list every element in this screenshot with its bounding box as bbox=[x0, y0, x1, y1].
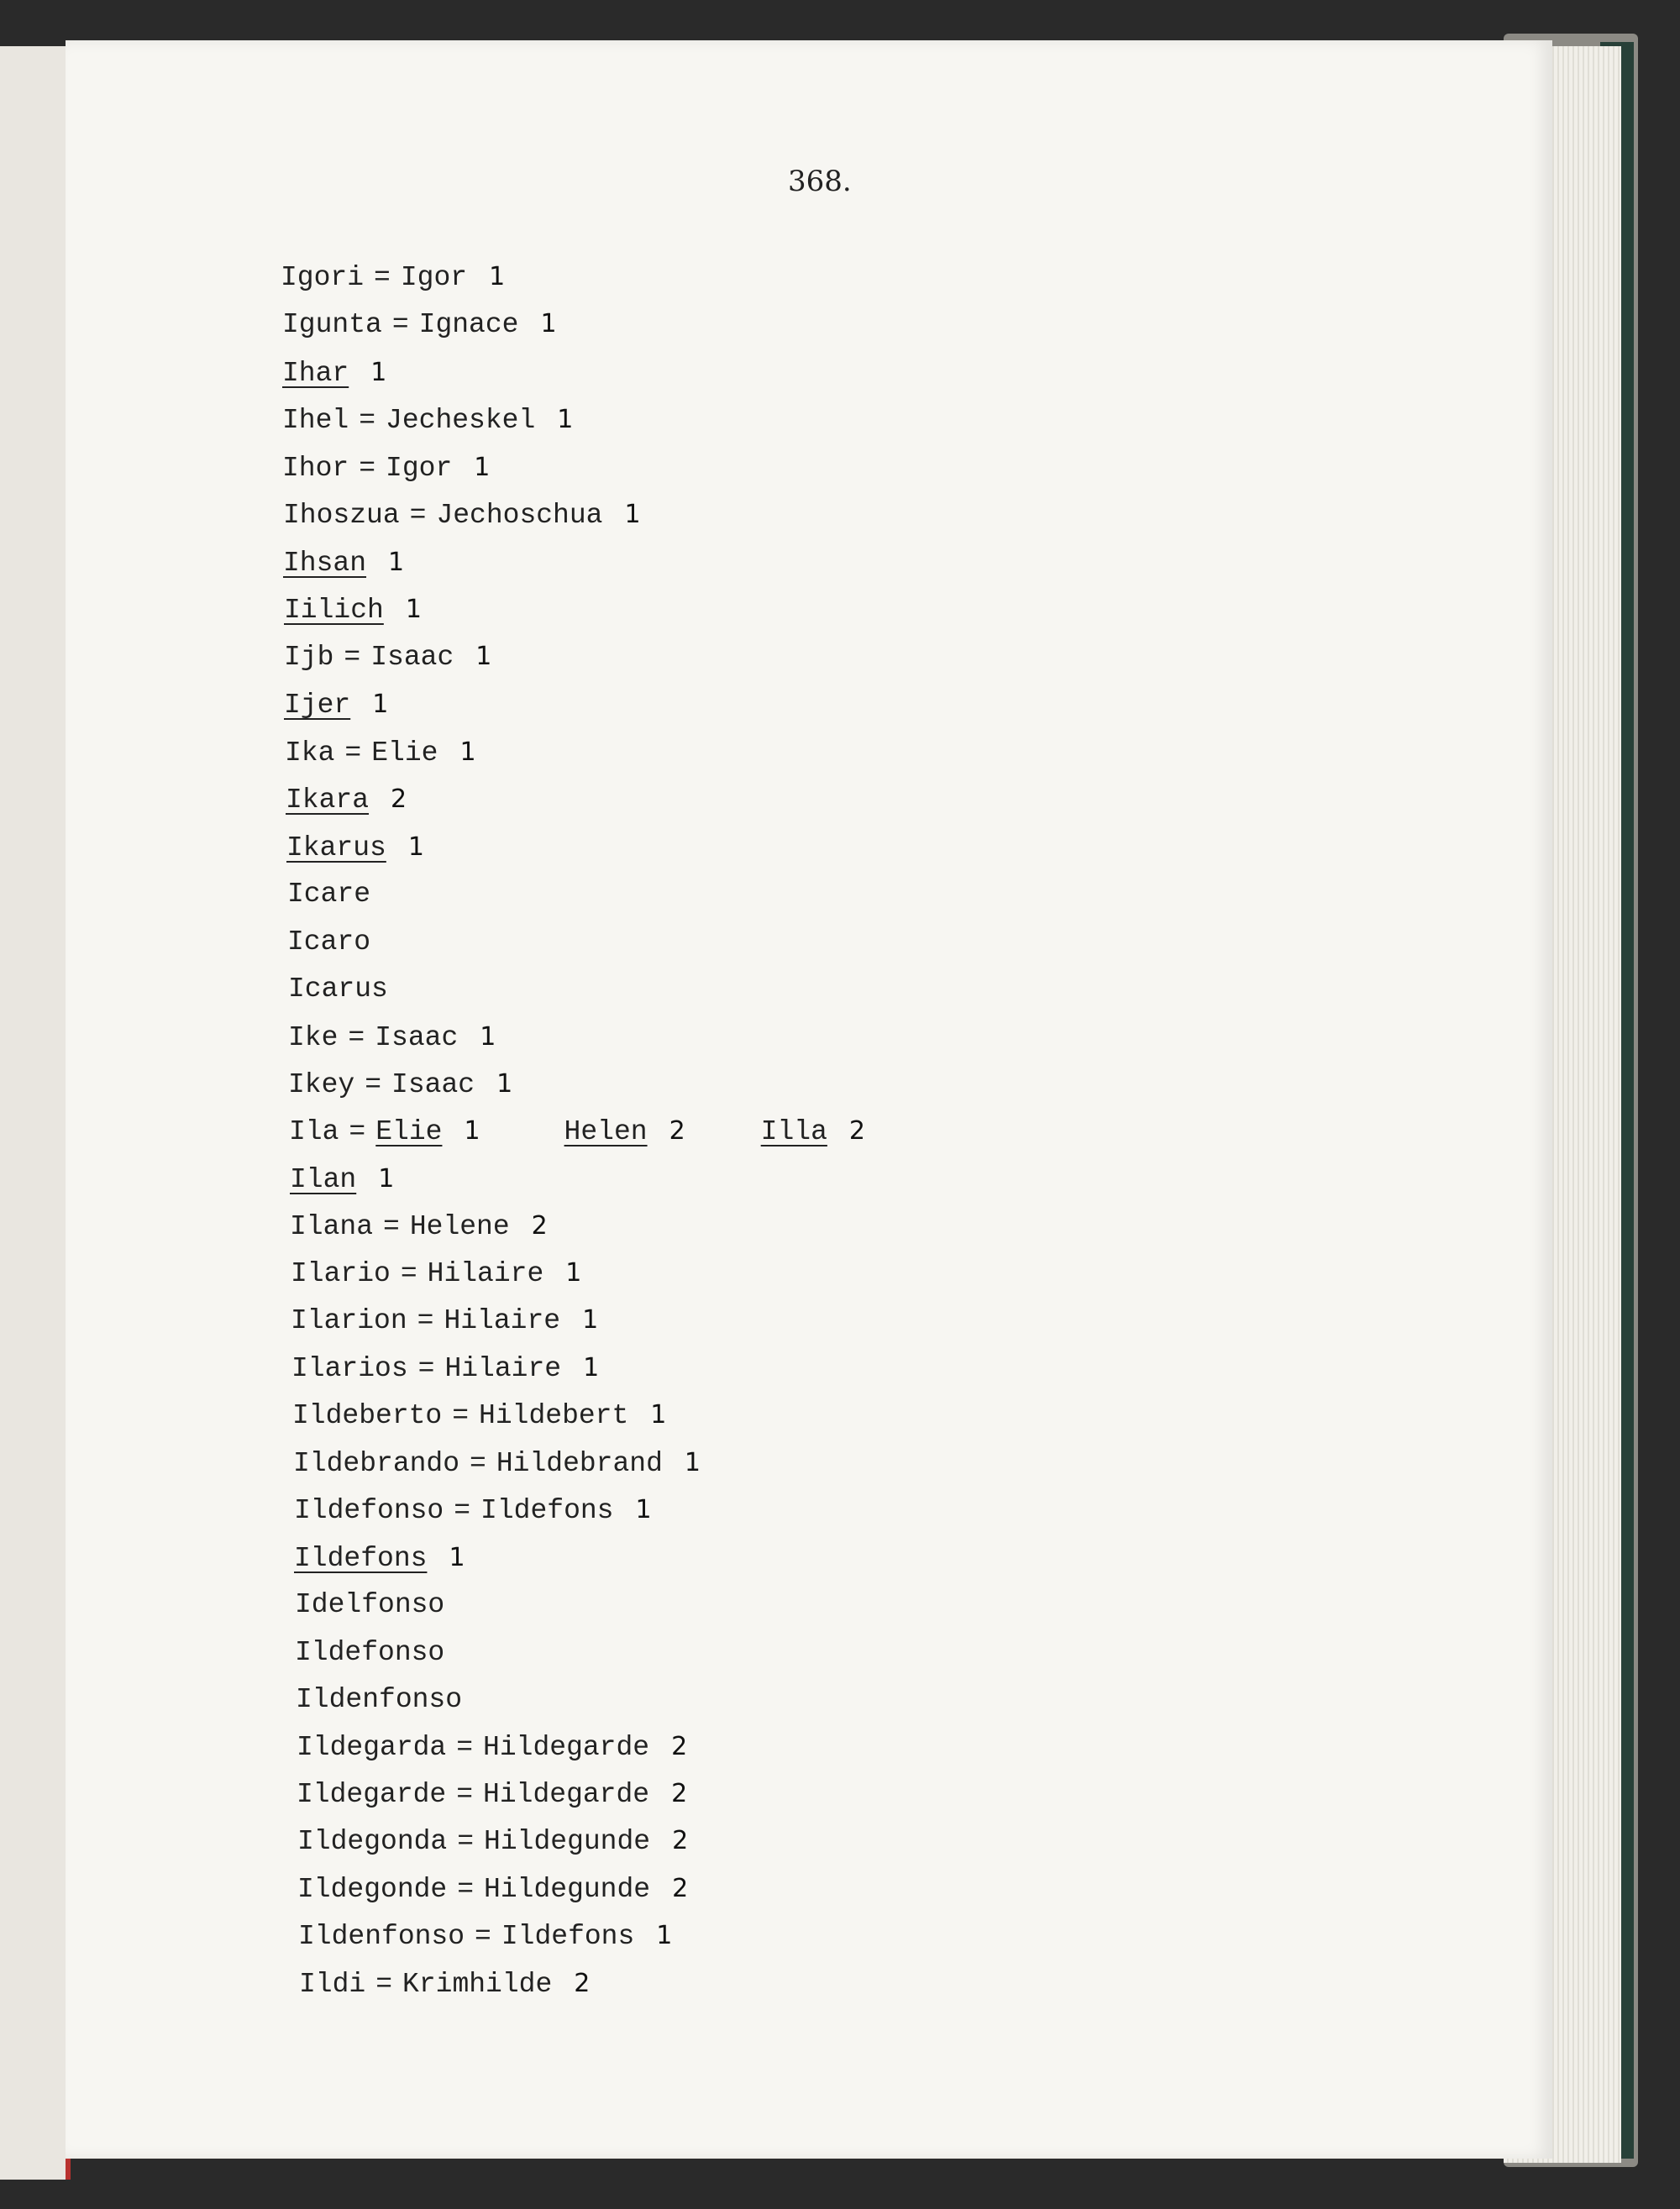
entry-name: Icarus bbox=[288, 973, 388, 1005]
name-entry bbox=[290, 1159, 394, 1199]
equals-sign: = bbox=[454, 1495, 471, 1526]
name-entry bbox=[297, 1774, 687, 1814]
entry-target: Isaac bbox=[370, 642, 454, 673]
alt-count: 2 bbox=[669, 1116, 685, 1146]
entry-count: 1 bbox=[489, 262, 506, 291]
entry-target: Hildegarde bbox=[483, 1732, 650, 1763]
name-entry bbox=[288, 1017, 496, 1057]
entry-target: Hilaire bbox=[444, 1305, 561, 1336]
entry-target: Hilaire bbox=[444, 1353, 562, 1384]
entry-count: 1 bbox=[475, 642, 492, 671]
equals-sign: = bbox=[365, 1069, 382, 1100]
name-entry bbox=[294, 1490, 652, 1530]
entry-name: Icaro bbox=[287, 926, 371, 958]
entry-target: Hildegarde bbox=[483, 1779, 650, 1810]
entry-name: Ikara bbox=[286, 784, 370, 816]
entry-name: Ildegonda bbox=[297, 1826, 448, 1857]
entry-count: 2 bbox=[672, 1826, 689, 1855]
equals-sign: = bbox=[452, 1400, 470, 1431]
entry-name: Ijer bbox=[284, 690, 351, 721]
name-entry bbox=[284, 685, 388, 725]
entry-name: Ilan bbox=[290, 1164, 357, 1195]
equals-sign: = bbox=[348, 1022, 365, 1053]
name-entry bbox=[286, 827, 424, 868]
entry-name: Iilich bbox=[284, 595, 384, 626]
name-entry bbox=[288, 969, 388, 1010]
entry-name: Icare bbox=[287, 879, 371, 910]
entry-count: 1 bbox=[684, 1448, 701, 1477]
equals-sign: = bbox=[456, 1779, 474, 1810]
entry-name: Ikey bbox=[288, 1069, 355, 1100]
entry-count: 2 bbox=[671, 1779, 688, 1808]
entry-count: 1 bbox=[407, 832, 424, 862]
equals-sign: = bbox=[344, 737, 362, 769]
name-entry bbox=[283, 543, 404, 583]
entry-name: Ildi bbox=[299, 1969, 366, 2000]
name-entry bbox=[281, 257, 505, 297]
entry-target: Isaac bbox=[375, 1022, 459, 1053]
name-entry bbox=[287, 922, 370, 963]
entry-count: 1 bbox=[496, 1069, 513, 1099]
entry-count: 1 bbox=[474, 453, 491, 482]
name-entry bbox=[282, 304, 557, 344]
entry-target: Hildebert bbox=[479, 1400, 629, 1431]
entry-target: Ignace bbox=[418, 309, 519, 340]
equals-sign: = bbox=[400, 1258, 417, 1289]
entry-target: Isaac bbox=[391, 1069, 475, 1100]
equals-sign: = bbox=[417, 1353, 435, 1384]
name-entry bbox=[288, 1064, 512, 1104]
entry-name: Ildenfonso bbox=[298, 1921, 465, 1952]
name-entry bbox=[297, 1727, 687, 1767]
entry-target: Hildegunde bbox=[484, 1826, 651, 1857]
name-entry bbox=[290, 1206, 548, 1246]
entry-name: Ildegarde bbox=[297, 1779, 447, 1810]
entry-count: 2 bbox=[531, 1211, 548, 1241]
entry-target: Igor bbox=[400, 262, 468, 293]
entry-name: Ikarus bbox=[286, 832, 386, 863]
entry-count: 1 bbox=[650, 1400, 667, 1430]
entry-target: Hilaire bbox=[427, 1258, 544, 1289]
entry-name: Igori bbox=[281, 262, 365, 293]
entry-name: Ildenfonso bbox=[296, 1684, 463, 1715]
name-entry bbox=[286, 779, 407, 820]
entry-name: Ildefons bbox=[294, 1543, 428, 1574]
entry-name: Ihoszua bbox=[283, 500, 400, 531]
left-page-edge bbox=[0, 46, 71, 2180]
entry-count: 2 bbox=[672, 1874, 689, 1903]
entry-name: Ilario bbox=[291, 1258, 391, 1289]
entry-name: Ilarios bbox=[291, 1353, 408, 1384]
equals-sign: = bbox=[457, 1826, 475, 1857]
alt-name: Helen bbox=[564, 1116, 648, 1147]
equals-sign: = bbox=[457, 1874, 475, 1905]
name-entry bbox=[291, 1300, 598, 1341]
name-entry bbox=[291, 1348, 599, 1388]
name-entry bbox=[285, 732, 476, 773]
equals-sign: = bbox=[475, 1921, 491, 1952]
entry-count: 1 bbox=[635, 1495, 652, 1524]
name-entry bbox=[295, 1633, 444, 1673]
name-entry bbox=[284, 590, 422, 630]
entry-count: 1 bbox=[449, 1543, 465, 1572]
equals-sign: = bbox=[359, 453, 376, 484]
equals-sign: = bbox=[383, 1211, 400, 1242]
entry-target: Hildegunde bbox=[484, 1874, 651, 1905]
entry-target: Elie bbox=[375, 1116, 443, 1147]
equals-sign: = bbox=[417, 1305, 434, 1336]
entry-count: 1 bbox=[565, 1258, 582, 1288]
name-entry bbox=[292, 1395, 666, 1435]
name-entry bbox=[293, 1443, 701, 1483]
entry-target: Jecheskel bbox=[386, 405, 536, 436]
equals-sign: = bbox=[375, 1969, 393, 2000]
name-entry bbox=[287, 874, 370, 915]
entry-target: Hildebrand bbox=[496, 1448, 663, 1479]
name-entry bbox=[297, 1821, 688, 1861]
name-entry bbox=[282, 353, 386, 393]
equals-sign: = bbox=[391, 309, 409, 340]
entry-name: Ijb bbox=[284, 642, 334, 673]
name-entry bbox=[295, 1585, 444, 1625]
entry-count: 1 bbox=[582, 1305, 599, 1335]
alt-name: Illa bbox=[760, 1116, 827, 1147]
equals-sign: = bbox=[374, 262, 391, 293]
entry-name: Ildegonde bbox=[297, 1874, 448, 1905]
entry-count: 1 bbox=[464, 1116, 480, 1146]
entry-name: Ildeberto bbox=[292, 1400, 443, 1431]
name-entry bbox=[282, 448, 490, 488]
entry-name: Igunta bbox=[282, 309, 382, 340]
name-entry bbox=[282, 400, 573, 440]
entry-count: 1 bbox=[459, 737, 476, 767]
entry-count: 2 bbox=[391, 784, 407, 814]
entry-name: Ike bbox=[288, 1022, 339, 1053]
entry-count: 1 bbox=[405, 595, 422, 624]
entry-name: Ilarion bbox=[291, 1305, 407, 1336]
entry-name: Ihor bbox=[282, 453, 349, 484]
name-entry bbox=[291, 1253, 581, 1293]
equals-sign: = bbox=[409, 500, 427, 531]
equals-sign: = bbox=[456, 1732, 474, 1763]
entry-count: 1 bbox=[656, 1921, 673, 1950]
entry-count: 1 bbox=[370, 358, 387, 387]
entry-target: Helene bbox=[409, 1211, 510, 1242]
entry-name: Ildebrando bbox=[293, 1448, 460, 1479]
equals-sign: = bbox=[359, 405, 376, 436]
entry-name: Ildegarda bbox=[297, 1732, 447, 1763]
entry-count: 1 bbox=[378, 1164, 395, 1194]
name-entry bbox=[283, 495, 641, 535]
entry-target: Ildefons bbox=[501, 1921, 635, 1952]
entry-name: Ika bbox=[285, 737, 335, 769]
name-entry bbox=[284, 637, 491, 677]
entry-name: Ihsan bbox=[283, 548, 367, 579]
entry-target: Jechoschua bbox=[436, 500, 603, 531]
entry-count: 1 bbox=[557, 405, 574, 434]
entry-name: Ildefonso bbox=[294, 1495, 444, 1526]
entry-name: Ilana bbox=[290, 1211, 374, 1242]
entry-count: 1 bbox=[624, 500, 641, 529]
name-entry bbox=[298, 1916, 672, 1956]
name-entry bbox=[297, 1869, 688, 1909]
entry-count: 2 bbox=[574, 1969, 591, 1998]
entry-target: Krimhilde bbox=[402, 1969, 553, 2000]
entry-target: Ildefons bbox=[480, 1495, 614, 1526]
entry-count: 1 bbox=[583, 1353, 600, 1383]
alt-count: 2 bbox=[848, 1116, 865, 1146]
entry-name: Ihar bbox=[282, 358, 349, 389]
name-entry bbox=[294, 1538, 465, 1578]
entry-target: Elie bbox=[371, 737, 438, 769]
equals-sign: = bbox=[349, 1116, 366, 1147]
entry-name: Ihel bbox=[282, 405, 349, 436]
entry-count: 1 bbox=[480, 1022, 496, 1052]
entry-name: Idelfonso bbox=[295, 1589, 445, 1620]
name-entry bbox=[289, 1111, 865, 1152]
entry-name: Ildefonso bbox=[295, 1637, 445, 1668]
name-entry bbox=[296, 1680, 462, 1720]
entry-count: 2 bbox=[671, 1732, 688, 1761]
name-entry bbox=[299, 1964, 590, 2004]
entry-count: 1 bbox=[372, 690, 389, 719]
equals-sign: = bbox=[470, 1448, 486, 1479]
entry-count: 1 bbox=[540, 309, 557, 338]
entry-name: Ila bbox=[289, 1116, 339, 1147]
book-page bbox=[66, 40, 1552, 2159]
entry-count: 1 bbox=[388, 548, 405, 577]
page-number: 368. bbox=[788, 165, 852, 198]
entry-target: Igor bbox=[386, 453, 453, 484]
equals-sign: = bbox=[344, 642, 361, 673]
